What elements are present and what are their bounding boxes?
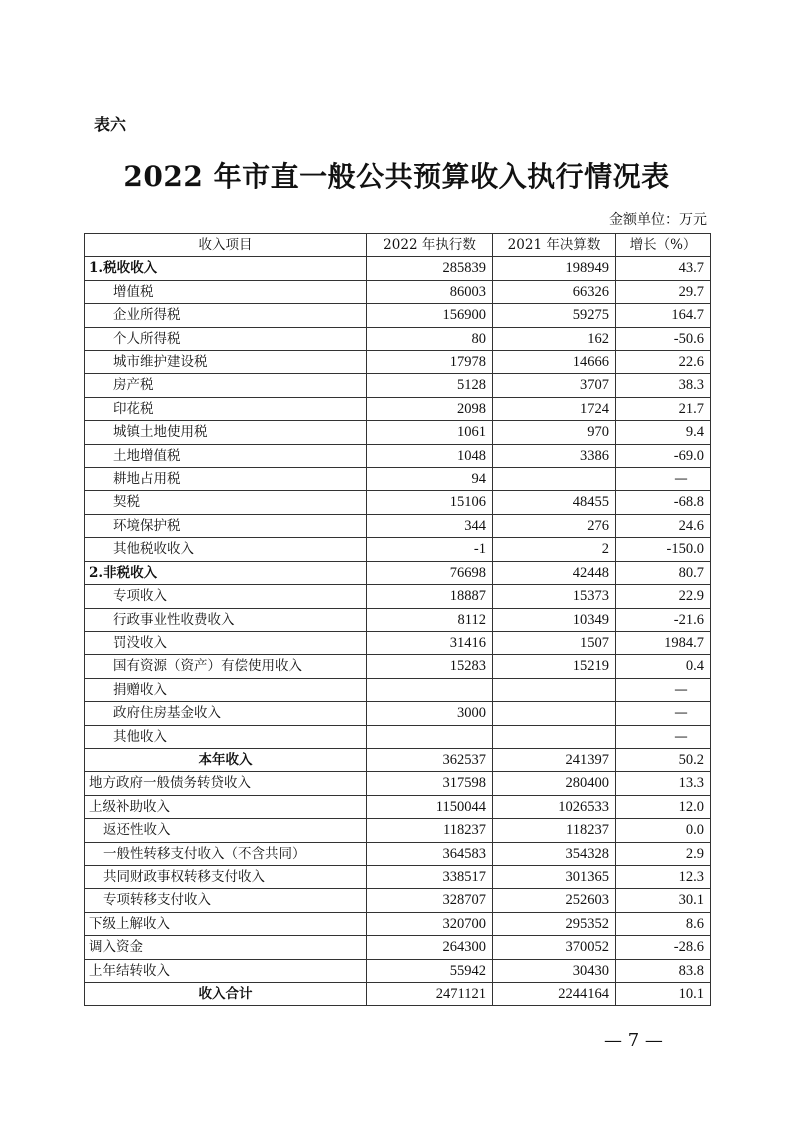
row-value-2022: 15283 xyxy=(367,655,493,678)
row-growth: 24.6 xyxy=(616,514,711,537)
row-value-2021: 276 xyxy=(493,514,616,537)
row-value-2022: -1 xyxy=(367,538,493,561)
row-growth: 43.7 xyxy=(616,257,711,280)
row-item-name: 调入资金 xyxy=(85,936,367,959)
table-row xyxy=(85,280,711,303)
row-value-2021: 3707 xyxy=(493,374,616,397)
table-body xyxy=(85,257,711,1006)
row-growth: 80.7 xyxy=(616,561,711,584)
header-growth: 增长（%） xyxy=(616,234,711,257)
row-value-2022: 320700 xyxy=(367,912,493,935)
row-value-2021 xyxy=(493,678,616,701)
row-value-2021: 59275 xyxy=(493,304,616,327)
row-item-name: 捐赠收入 xyxy=(85,678,367,701)
row-value-2022: 5128 xyxy=(367,374,493,397)
row-item-name: 一般性转移支付收入（不含共同） xyxy=(85,842,367,865)
row-growth: — xyxy=(616,725,711,748)
row-value-2021: 14666 xyxy=(493,351,616,374)
row-item-name: 其他税收收入 xyxy=(85,538,367,561)
row-value-2022: 338517 xyxy=(367,865,493,888)
row-item-name: 印花税 xyxy=(85,397,367,420)
table-row xyxy=(85,702,711,725)
row-growth: 12.3 xyxy=(616,865,711,888)
row-value-2021: 1724 xyxy=(493,397,616,420)
row-value-2022: 8112 xyxy=(367,608,493,631)
row-value-2021: 3386 xyxy=(493,444,616,467)
row-item-name: 1.税收收入 xyxy=(85,257,367,280)
row-item-name: 专项转移支付收入 xyxy=(85,889,367,912)
page-title: 2022 年市直一般公共预算收入执行情况表 xyxy=(123,160,670,193)
table-row xyxy=(85,865,711,888)
row-value-2021: 48455 xyxy=(493,491,616,514)
table-row xyxy=(85,819,711,842)
row-growth: 21.7 xyxy=(616,397,711,420)
row-value-2022: 1061 xyxy=(367,421,493,444)
row-item-name: 行政事业性收费收入 xyxy=(85,608,367,631)
table-row xyxy=(85,327,711,350)
row-growth: 10.1 xyxy=(616,983,711,1006)
row-growth: 29.7 xyxy=(616,280,711,303)
row-value-2021: 162 xyxy=(493,327,616,350)
row-growth: 83.8 xyxy=(616,959,711,982)
row-value-2021: 252603 xyxy=(493,889,616,912)
row-value-2021: 2 xyxy=(493,538,616,561)
table-row xyxy=(85,351,711,374)
row-value-2021: 15219 xyxy=(493,655,616,678)
row-value-2022: 31416 xyxy=(367,631,493,654)
row-value-2022: 344 xyxy=(367,514,493,537)
row-item-name: 企业所得税 xyxy=(85,304,367,327)
row-value-2021: 1507 xyxy=(493,631,616,654)
row-item-name: 房产税 xyxy=(85,374,367,397)
table-row xyxy=(85,444,711,467)
row-value-2022 xyxy=(367,678,493,701)
row-value-2022: 17978 xyxy=(367,351,493,374)
row-value-2021: 30430 xyxy=(493,959,616,982)
row-item-name: 返还性收入 xyxy=(85,819,367,842)
table-row xyxy=(85,421,711,444)
row-item-name: 土地增值税 xyxy=(85,444,367,467)
table-row xyxy=(85,748,711,771)
row-value-2022: 118237 xyxy=(367,819,493,842)
row-value-2021: 301365 xyxy=(493,865,616,888)
row-value-2021: 42448 xyxy=(493,561,616,584)
unit-note: 金额单位：万元 xyxy=(609,212,707,228)
row-growth: 12.0 xyxy=(616,795,711,818)
row-growth: -21.6 xyxy=(616,608,711,631)
row-item-name: 上级补助收入 xyxy=(85,795,367,818)
row-growth: 0.4 xyxy=(616,655,711,678)
row-value-2021: 118237 xyxy=(493,819,616,842)
row-value-2021: 354328 xyxy=(493,842,616,865)
row-growth: 1984.7 xyxy=(616,631,711,654)
header-item: 收入项目 xyxy=(85,234,367,257)
row-value-2022: 264300 xyxy=(367,936,493,959)
table-row xyxy=(85,655,711,678)
row-growth: — xyxy=(616,702,711,725)
row-growth: 2.9 xyxy=(616,842,711,865)
row-value-2022: 80 xyxy=(367,327,493,350)
row-value-2022: 2098 xyxy=(367,397,493,420)
row-value-2022: 86003 xyxy=(367,280,493,303)
row-growth: 22.6 xyxy=(616,351,711,374)
row-value-2021 xyxy=(493,702,616,725)
table-row xyxy=(85,983,711,1006)
table-row xyxy=(85,374,711,397)
row-item-name: 本年收入 xyxy=(85,748,367,771)
table-label: 表六 xyxy=(94,115,127,134)
table-row xyxy=(85,608,711,631)
row-item-name: 国有资源（资产）有偿使用收入 xyxy=(85,655,367,678)
table-row xyxy=(85,725,711,748)
row-growth: 30.1 xyxy=(616,889,711,912)
table-row xyxy=(85,912,711,935)
row-item-name: 环境保护税 xyxy=(85,514,367,537)
row-value-2022: 3000 xyxy=(367,702,493,725)
row-item-name: 地方政府一般债务转贷收入 xyxy=(85,772,367,795)
row-value-2022: 15106 xyxy=(367,491,493,514)
row-value-2021: 241397 xyxy=(493,748,616,771)
row-item-name: 其他收入 xyxy=(85,725,367,748)
header-2021: 2021 年决算数 xyxy=(493,234,616,257)
row-value-2021: 66326 xyxy=(493,280,616,303)
row-value-2021: 198949 xyxy=(493,257,616,280)
row-growth: -150.0 xyxy=(616,538,711,561)
table-row xyxy=(85,468,711,491)
row-item-name: 2.非税收入 xyxy=(85,561,367,584)
table-row xyxy=(85,936,711,959)
page-number: — 7 — xyxy=(604,1030,663,1051)
table-row xyxy=(85,491,711,514)
row-growth: 164.7 xyxy=(616,304,711,327)
row-growth: 0.0 xyxy=(616,819,711,842)
table-row xyxy=(85,959,711,982)
table-row xyxy=(85,842,711,865)
row-growth: 9.4 xyxy=(616,421,711,444)
row-value-2022: 1048 xyxy=(367,444,493,467)
row-value-2022: 285839 xyxy=(367,257,493,280)
table-row xyxy=(85,631,711,654)
row-item-name: 专项收入 xyxy=(85,585,367,608)
row-value-2021: 2244164 xyxy=(493,983,616,1006)
row-growth: -69.0 xyxy=(616,444,711,467)
row-item-name: 下级上解收入 xyxy=(85,912,367,935)
table-row xyxy=(85,304,711,327)
row-growth: — xyxy=(616,468,711,491)
row-growth: -50.6 xyxy=(616,327,711,350)
row-value-2021 xyxy=(493,468,616,491)
row-item-name: 收入合计 xyxy=(85,983,367,1006)
row-item-name: 罚没收入 xyxy=(85,631,367,654)
row-value-2022: 94 xyxy=(367,468,493,491)
row-item-name: 耕地占用税 xyxy=(85,468,367,491)
row-item-name: 政府住房基金收入 xyxy=(85,702,367,725)
table-row xyxy=(85,889,711,912)
table-row xyxy=(85,257,711,280)
row-growth: 38.3 xyxy=(616,374,711,397)
row-growth: -68.8 xyxy=(616,491,711,514)
row-growth: 8.6 xyxy=(616,912,711,935)
table-row xyxy=(85,561,711,584)
row-value-2021: 280400 xyxy=(493,772,616,795)
row-value-2022: 156900 xyxy=(367,304,493,327)
row-value-2021: 295352 xyxy=(493,912,616,935)
row-value-2022: 18887 xyxy=(367,585,493,608)
table-row xyxy=(85,585,711,608)
row-value-2022: 328707 xyxy=(367,889,493,912)
row-value-2021: 1026533 xyxy=(493,795,616,818)
row-value-2022: 364583 xyxy=(367,842,493,865)
row-item-name: 增值税 xyxy=(85,280,367,303)
row-value-2022: 1150044 xyxy=(367,795,493,818)
table-row xyxy=(85,795,711,818)
table-row xyxy=(85,772,711,795)
table-row xyxy=(85,514,711,537)
table-row xyxy=(85,678,711,701)
row-growth: -28.6 xyxy=(616,936,711,959)
row-growth: — xyxy=(616,678,711,701)
row-item-name: 契税 xyxy=(85,491,367,514)
row-value-2021 xyxy=(493,725,616,748)
row-value-2022: 317598 xyxy=(367,772,493,795)
row-item-name: 个人所得税 xyxy=(85,327,367,350)
row-value-2021: 15373 xyxy=(493,585,616,608)
row-value-2022: 55942 xyxy=(367,959,493,982)
row-value-2021: 10349 xyxy=(493,608,616,631)
row-value-2022: 362537 xyxy=(367,748,493,771)
row-item-name: 城镇土地使用税 xyxy=(85,421,367,444)
table-row xyxy=(85,538,711,561)
revenue-table xyxy=(84,233,711,1006)
row-value-2022: 76698 xyxy=(367,561,493,584)
row-value-2021: 370052 xyxy=(493,936,616,959)
row-value-2022 xyxy=(367,725,493,748)
row-value-2021: 970 xyxy=(493,421,616,444)
row-item-name: 共同财政事权转移支付收入 xyxy=(85,865,367,888)
row-item-name: 城市维护建设税 xyxy=(85,351,367,374)
header-2022: 2022 年执行数 xyxy=(367,234,493,257)
row-growth: 13.3 xyxy=(616,772,711,795)
row-growth: 50.2 xyxy=(616,748,711,771)
row-item-name: 上年结转收入 xyxy=(85,959,367,982)
row-value-2022: 2471121 xyxy=(367,983,493,1006)
table-header-row xyxy=(85,234,711,257)
row-growth: 22.9 xyxy=(616,585,711,608)
table-row xyxy=(85,397,711,420)
